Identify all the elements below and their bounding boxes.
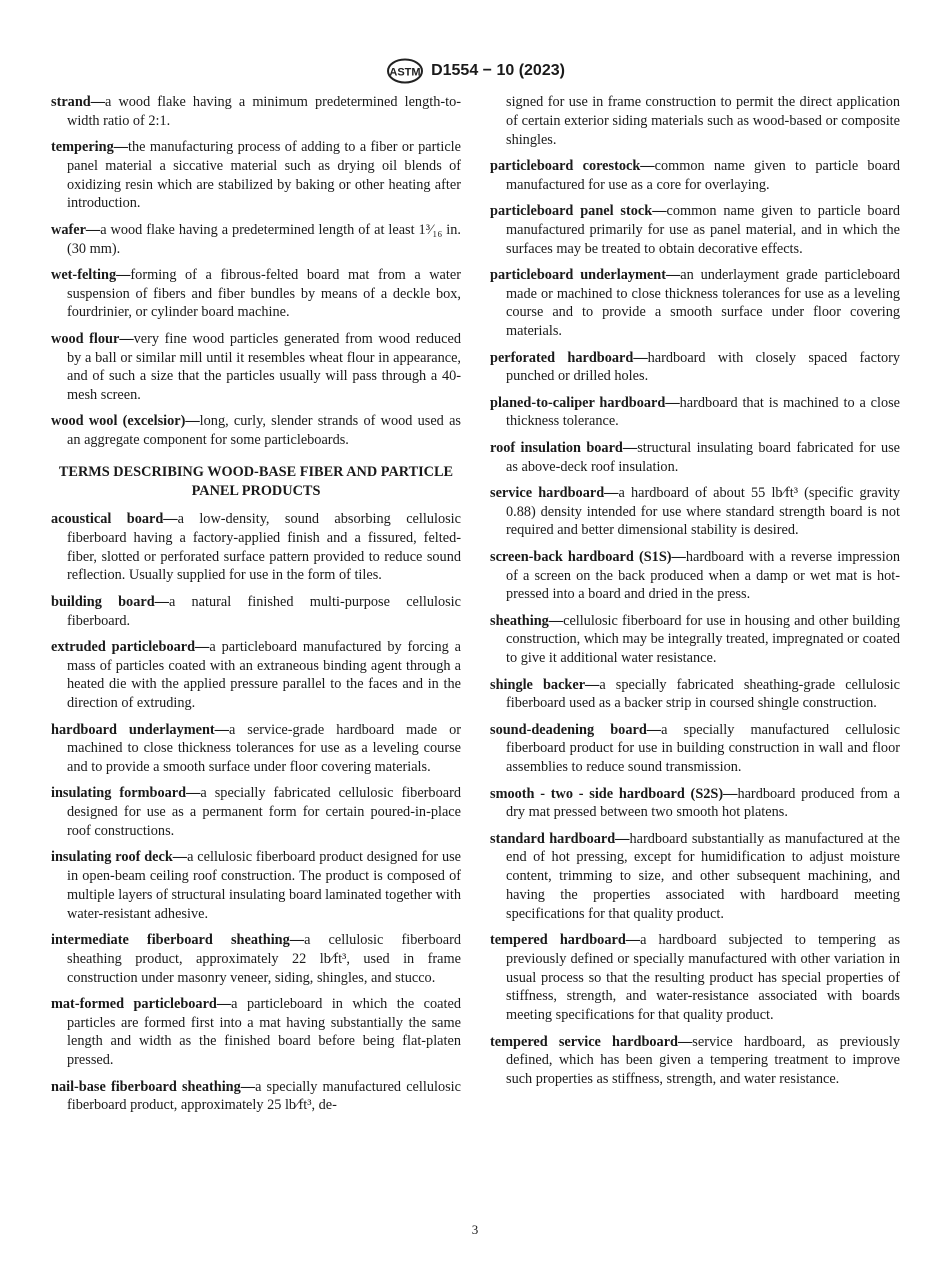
glossary-term: particleboard underlayment— (490, 266, 681, 283)
glossary-entry (490, 484, 900, 540)
astm-logo (385, 58, 425, 84)
glossary-entry (51, 412, 461, 450)
glossary-entry (490, 349, 900, 387)
glossary-entry (51, 1078, 461, 1116)
document-designation: D1554 − 10 (2023) (431, 62, 565, 79)
glossary-entry (490, 266, 900, 341)
glossary-term: hardboard underlayment— (51, 721, 229, 738)
glossary-entry (51, 138, 461, 213)
glossary-entry (51, 638, 461, 713)
glossary-definition: very fine wood particles generated from wood reduced by a ball or similar mill until it resembles wheat flour in appearance, and of such a size that the particles usually will pass through a 40-mesh screen. (67, 330, 462, 404)
glossary-term: sound-deadening board— (490, 721, 662, 738)
glossary-term: intermediate fiberboard sheathing— (51, 931, 305, 948)
glossary-entry (51, 221, 461, 259)
glossary-definition: hardboard produced from a dry mat pressed between two smooth hot platens. (506, 785, 900, 821)
glossary-definition: structural insulating board fabricated for use as above-deck roof insulation. (506, 439, 900, 475)
glossary-term: standard hardboard— (490, 830, 630, 847)
glossary-term: smooth - two - side hardboard (S2S)— (490, 785, 738, 802)
glossary-entry (51, 848, 461, 923)
glossary-definition: a specially fabricated sheathing-grade cellulosic fiberboard used as a backer strip in coursed shingle construction. (506, 676, 900, 712)
glossary-term: particleboard corestock— (490, 157, 655, 174)
glossary-definition: a hardboard subjected to tempering as previously defined or specially manufactured with other variation in usual process so that the resulting product has special properties of stiffness, strength, and water-resistance associated with boards meeting specifications for that quality product. (506, 932, 901, 1024)
glossary-definition: a particleboard manufactured by forcing a mass of particles coated with an extraneous binding agent through a heated die with the applied pressure parallel to the faces and in the direction of extruding. (67, 638, 461, 712)
glossary-definition: forming of a fibrous-felted board mat from a water suspension of fibers and fiber bundles by means of a deckle box, fourdrinier, or cylinder board machine. (67, 266, 461, 321)
glossary-entry (490, 157, 900, 195)
glossary-entry (490, 548, 900, 604)
glossary-term: mat-formed particleboard— (51, 995, 232, 1012)
glossary-definition: the manufacturing process of adding to a fiber or particle panel material a siccative material such as drying oil blends of oxidizing resin which are stabilized by baking or other heating after introduction. (67, 139, 461, 212)
glossary-term: tempered hardboard— (490, 932, 641, 949)
glossary-definition: a cellulosic fiberboard product designed for use in open-beam ceiling roof construction. The product is composed of multiple layers of structural insulating board laminated together with water-resistant adhesive. (67, 849, 462, 922)
glossary-entry (490, 830, 900, 924)
glossary-term: sheathing— (490, 612, 564, 629)
glossary-entry (51, 784, 461, 840)
glossary-entry (51, 510, 461, 585)
glossary-entry (51, 93, 461, 131)
glossary-entry (490, 785, 900, 823)
glossary-term: insulating formboard— (51, 785, 201, 802)
glossary-definition: hardboard substantially as manufactured at the end of hot pressing, except for humidification to adjust moisture content, trimming to size, and other subsequent machining, and having the properties associated with hardboard meeting specifications for that quality product. (506, 830, 900, 922)
glossary-entry (490, 439, 900, 477)
glossary-term: extruded particleboard— (51, 638, 210, 655)
page-number: 3 (471, 1222, 479, 1237)
glossary-entry (490, 1033, 900, 1089)
glossary-term: planed-to-caliper hardboard— (490, 394, 680, 411)
glossary-term: acoustical board— (51, 511, 178, 528)
page-header (0, 58, 950, 84)
glossary-definition: a particleboard in which the coated particles are formed first into a mat having substantially the same length and width as the finished board before being flat-platen pressed. (67, 995, 461, 1069)
glossary-entry (51, 330, 461, 405)
glossary-term: service hardboard— (490, 484, 619, 501)
glossary-definition: a hardboard of about 55 lb⁄ft³ (specific gravity 0.88) density intended for use where standard strength board is not required and better dimensional stability is desired. (506, 484, 900, 539)
glossary-definition: hardboard with closely spaced factory punched or drilled holes. (506, 349, 900, 385)
glossary-entry (51, 721, 461, 777)
glossary-term: insulating roof deck— (51, 849, 188, 866)
glossary-term: wafer— (51, 221, 101, 238)
glossary-definition: a cellulosic fiberboard sheathing product, approximately 22 lb⁄ft³, used in frame construction under masonry veneer, siding, shingles, and stucco. (67, 931, 461, 986)
section-heading: TERMS DESCRIBING WOOD-BASE FIBER AND PARTICLE PANEL PRODUCTS (58, 464, 454, 499)
left-column (51, 93, 461, 1123)
glossary-term: strand— (51, 94, 106, 110)
glossary-definition: a specially manufactured cellulosic fiberboard product, approximately 25 lb⁄ft³, de- (67, 1078, 461, 1114)
glossary-definition: an underlayment grade particleboard made or machined to close thickness tolerances for use as a leveling course and to provide a smooth surface under floor covering materials. (506, 266, 900, 340)
glossary-entry (51, 593, 461, 631)
glossary-definition: service hardboard, as previously defined, which has been given a tempering treatment to improve such properties as stiffness, strength, and water resistance. (506, 1033, 900, 1088)
glossary-term: building board— (51, 593, 169, 610)
glossary-term: nail-base fiberboard sheathing— (51, 1078, 256, 1095)
logo-text: ASTM (389, 66, 421, 79)
glossary-term: particleboard panel stock— (490, 202, 667, 219)
glossary-entry (51, 931, 461, 987)
glossary-definition: common name given to particle board manufactured for use as a core for overlaying. (506, 157, 900, 193)
glossary-term: shingle backer— (490, 676, 600, 693)
glossary-entry (490, 931, 900, 1025)
continued-definition: signed for use in frame construction to permit the direct application of certain exterior siding materials such as wood-based or composite shingles. (506, 94, 900, 148)
glossary-entry (490, 202, 900, 258)
glossary-definition: hardboard that is machined to a close thickness tolerance. (506, 394, 901, 430)
right-column (490, 93, 900, 1096)
glossary-definition: long, curly, slender strands of wood used as an aggregate component for some particleboards. (67, 413, 461, 449)
glossary-entry (51, 266, 461, 322)
glossary-term: perforated hardboard— (490, 349, 648, 366)
glossary-term: tempering— (51, 139, 129, 156)
glossary-definition: cellulosic fiberboard for use in housing and other building construction, which may be integrally treated, impregnated or coated to give it additional water resistance. (506, 612, 900, 667)
glossary-definition: hardboard with a reverse impression of a screen on the back produced when a damp or wet mat is hot-pressed into a board and dried in the press. (506, 548, 900, 603)
glossary-entry (51, 995, 461, 1070)
glossary-term: wood wool (excelsior)— (51, 413, 200, 430)
glossary-definition: a service-grade hardboard made or machined to close thickness tolerances for use as a leveling course and to provide a smooth surface under floor covering materials. (67, 721, 461, 776)
glossary-entry (490, 394, 900, 432)
glossary-definition: common name given to particle board manufactured primarily for use as panel material, and in which the surfaces may be treated to obtain decorative effects. (506, 202, 900, 257)
glossary-definition: a wood flake having a predetermined length of at least 1³⁄₁₆ in. (30 mm). (67, 221, 461, 257)
glossary-definition: a wood flake having a minimum predetermined length-to-width ratio of 2:1. (67, 94, 461, 129)
glossary-entry (490, 676, 900, 714)
glossary-term: wet-felting— (51, 266, 131, 283)
glossary-term: screen-back hardboard (S1S)— (490, 548, 686, 565)
glossary-term: roof insulation board— (490, 439, 638, 456)
glossary-definition: a specially manufactured cellulosic fiberboard product for use in building construction in wall and floor assemblies to reduce sound transmission. (506, 721, 901, 776)
glossary-entry (490, 721, 900, 777)
glossary-term: tempered service hardboard— (490, 1033, 693, 1050)
glossary-term: wood flour— (51, 330, 134, 347)
glossary-definition: a natural finished multi-purpose cellulosic fiberboard. (67, 593, 461, 629)
glossary-entry (490, 612, 900, 668)
glossary-definition: a specially fabricated cellulosic fiberboard designed for use as a permanent form for certain poured-in-place roof constructions. (67, 785, 461, 839)
glossary-definition: a low-density, sound absorbing cellulosic fiberboard having a factory-applied finish and a fissured, felted-fiber, slotted or perforated surface pattern provided to reduce sound reflection. Usually supplied for use in the form of tiles. (67, 511, 461, 584)
